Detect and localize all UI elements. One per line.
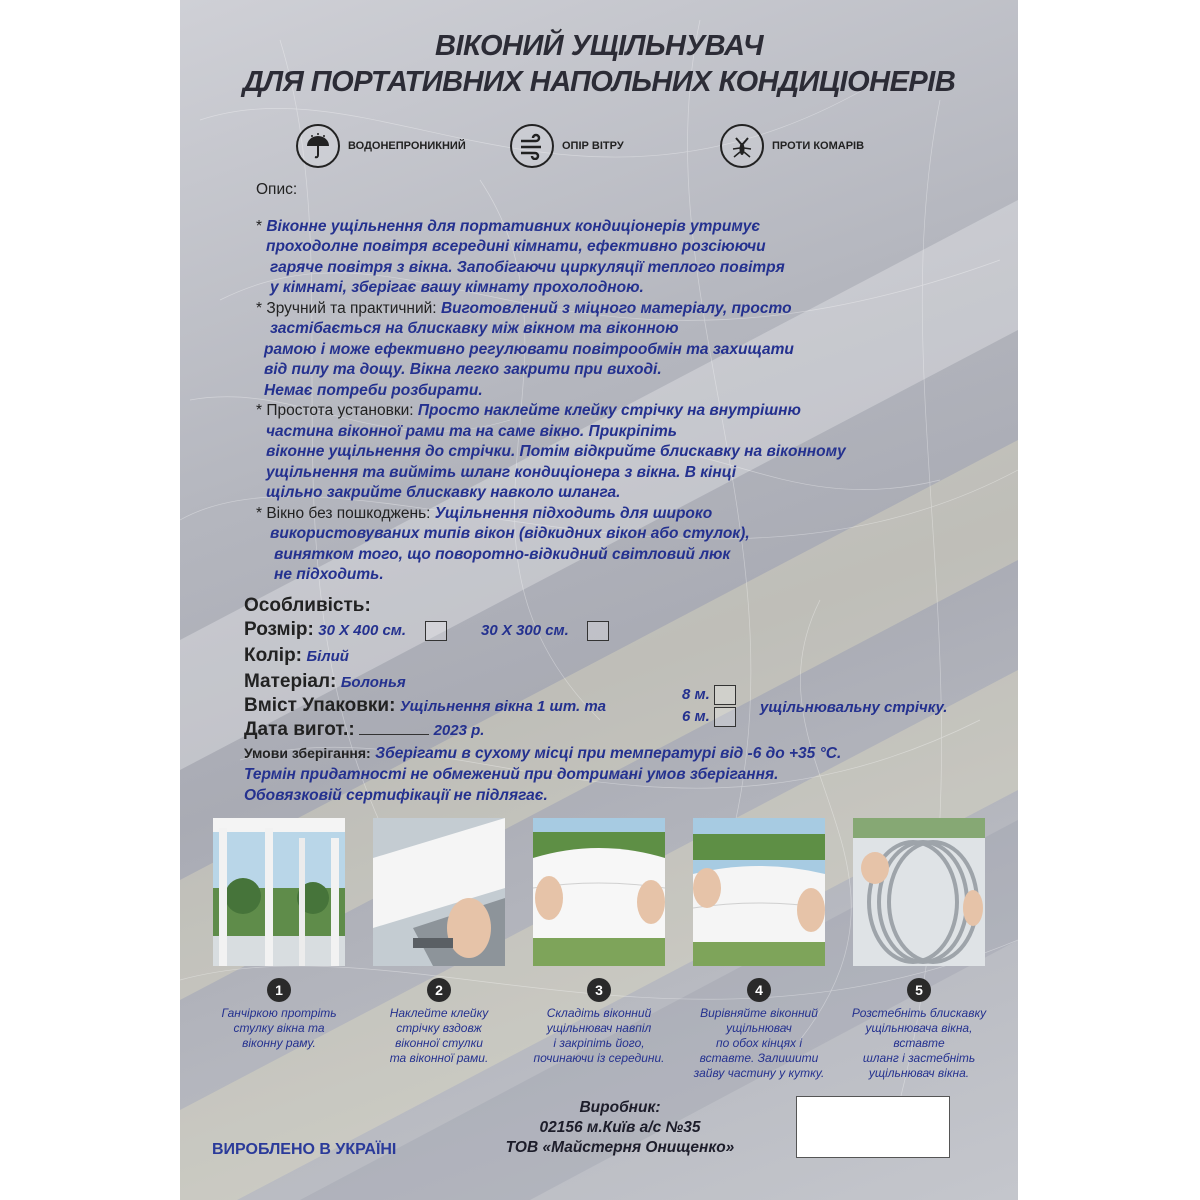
description-heading: Опис: xyxy=(256,181,298,198)
tape-option-6m: 6 м. xyxy=(682,708,710,726)
feature-mosquito-label: ПРОТИ КОМАРІВ xyxy=(772,140,865,152)
spec-storage-line-1: Зберігати в сухому місці при температурі від -6 до +35 °С. xyxy=(375,745,842,762)
spec-storage-line-3: Обовязковій сертифікації не підлягає. xyxy=(244,787,548,804)
spec-date-row xyxy=(244,719,484,741)
title-line-2: ДЛЯ ПОРТАТИВНИХ НАПОЛЬНИХ КОНДИЦІОНЕРІВ xyxy=(242,66,956,98)
mosquito-icon xyxy=(720,124,764,168)
desc-p2-line: застібається на блискавку між вікном та віконною xyxy=(270,320,679,337)
spec-size-label: Розмір: xyxy=(244,619,314,640)
step-3 xyxy=(520,818,678,1066)
desc-p2-line: рамою і може ефективно регулювати повітрообмін та захищати xyxy=(264,340,794,358)
spec-date-value: 2023 р. xyxy=(433,722,485,739)
desc-paragraph-3: * Простота установки: Просто наклейте клейку стрічку на внутрішню xyxy=(256,402,801,419)
spec-storage-line-2: Термін придатності не обмежений при дотримані умов зберігання. xyxy=(244,766,779,783)
barcode-label-box xyxy=(796,1096,950,1158)
spec-storage-row xyxy=(244,745,841,763)
step-1-caption: Ганчіркою протріть стулку вікна та віконну раму. xyxy=(221,1006,337,1050)
feature-waterproof xyxy=(296,124,466,168)
step-4-photo xyxy=(693,818,825,966)
desc-p3-line: частина віконної рами та на саме вікно. Прикріпіть xyxy=(266,422,678,440)
desc-p4-label: Вікно без пошкоджень: xyxy=(266,504,431,522)
feature-wind-label: ОПІР ВІТРУ xyxy=(562,140,624,152)
step-1-photo xyxy=(213,818,345,966)
desc-p4-line: винятком того, що поворотно-відкидний світловий люк xyxy=(274,545,731,563)
step-2 xyxy=(360,818,518,1066)
installation-steps xyxy=(200,818,1000,1088)
feature-mosquito xyxy=(720,124,864,168)
spec-color-value: Білий xyxy=(306,648,349,665)
manufacturer-block xyxy=(460,1098,780,1158)
manufacturer-heading: Виробник: xyxy=(579,1099,661,1116)
step-4-caption: Вирівняйте віконний ущільнювач по обох кінцях і вставте. Залишити зайву частину у кутку. xyxy=(693,1006,825,1080)
step-5 xyxy=(840,818,998,1081)
desc-paragraph-4: * Вікно без пошкоджень: Ущільнення підходить для широко xyxy=(256,504,713,522)
desc-paragraph-2: * Зручний та практичний: Виготовлений з міцного матеріалу, просто xyxy=(256,299,792,317)
desc-p4-line: Ущільнення підходить для широко xyxy=(434,504,713,522)
desc-p2-label: Зручний та практичний: xyxy=(266,299,437,317)
wind-icon xyxy=(510,124,554,168)
desc-p2-line: Виготовлений з міцного матеріалу, просто xyxy=(440,299,792,317)
step-4-number: 4 xyxy=(747,978,771,1002)
desc-p4-line: не підходить. xyxy=(274,566,384,583)
step-2-photo xyxy=(373,818,505,966)
step-5-photo xyxy=(853,818,985,966)
description-block xyxy=(256,180,976,586)
desc-p3-line: Просто наклейте клейку стрічку на внутрішню xyxy=(417,402,801,419)
size-option-2-checkbox[interactable] xyxy=(587,621,609,641)
desc-p3-line: щільно закрийте блискавку навколо шланга. xyxy=(266,484,621,501)
spec-date-label: Дата вигот.: xyxy=(244,719,355,740)
spec-color-label: Колір: xyxy=(244,645,303,666)
desc-p2-line: від пилу та дощу. Вікна легко закрити при виході. xyxy=(264,361,662,378)
spec-material-value: Болонья xyxy=(340,674,406,691)
umbrella-icon xyxy=(296,124,340,168)
tape-6m-checkbox[interactable] xyxy=(714,707,736,727)
spec-package-tail: ущільнювальну стрічку. xyxy=(760,699,948,716)
date-underline xyxy=(359,734,429,735)
step-3-number: 3 xyxy=(587,978,611,1002)
specs-heading: Особливість: xyxy=(244,595,371,616)
spec-package-label: Вміст Упаковки: xyxy=(244,695,396,716)
product-label-sheet xyxy=(180,0,1018,1200)
spec-material-label: Матеріал: xyxy=(244,671,337,692)
spec-size-row xyxy=(244,619,609,641)
desc-p3-line: віконне ущільнення до стрічки. Потім відкрийте блискавку на віконному xyxy=(266,443,846,460)
step-2-caption: Наклейте клейку стрічку вздовж віконної стулки та віконної рами. xyxy=(389,1006,489,1065)
step-5-caption: Розстебніть блискавку ущільнювача вікна, вставте шланг і застебніть ущільнювач вікна. xyxy=(851,1006,987,1080)
step-1 xyxy=(200,818,358,1051)
manufacturer-address: 02156 м.Київ а/с №35 xyxy=(539,1119,701,1136)
size-option-1-checkbox[interactable] xyxy=(425,621,447,641)
step-3-caption: Складіть віконний ущільнювач навпіл і закріпіть його, починаючи із середини. xyxy=(533,1006,665,1065)
desc-p3-label: Простота установки: xyxy=(266,402,414,419)
desc-p4-line: використовуваних типів вікон (відкидних вікон або стулок), xyxy=(270,525,750,542)
step-2-number: 2 xyxy=(427,978,451,1002)
spec-size-option-2: 30 X 300 см. xyxy=(480,622,569,639)
step-1-number: 1 xyxy=(267,978,291,1002)
tape-length-options xyxy=(682,685,736,729)
desc-p1-line: проходолне повітря всередині кімнати, ефективно розсіюючи xyxy=(266,238,766,255)
spec-storage-label: Умови зберігання: xyxy=(244,745,371,761)
made-in-ukraine: ВИРОБЛЕНО В УКРАЇНІ xyxy=(212,1141,397,1158)
manufacturer-company: ТОВ «Майстерня Онищенко» xyxy=(505,1139,735,1156)
desc-p1-line: гаряче повітря з вікна. Запобігаючи циркуляції теплого повітря xyxy=(270,258,785,276)
desc-p2-line: Немає потреби розбирати. xyxy=(264,381,483,399)
step-4 xyxy=(680,818,838,1081)
spec-package-value: Ущільнення вікна 1 шт. та xyxy=(399,698,606,715)
feature-waterproof-label: ВОДОНЕПРОНИКНИЙ xyxy=(348,140,466,152)
tape-option-8m: 8 м. xyxy=(682,686,710,704)
desc-p3-line: ущільнення та вийміть шланг кондиціонера з вікна. В кінці xyxy=(266,463,737,481)
spec-color-row xyxy=(244,645,349,667)
desc-p1-line: Віконне ущільнення для портативних кондиціонерів утримує xyxy=(266,217,761,235)
step-5-number: 5 xyxy=(907,978,931,1002)
spec-package-row xyxy=(244,695,606,717)
spec-size-option-1: 30 X 400 см. xyxy=(318,622,407,639)
feature-wind xyxy=(510,124,624,168)
desc-p1-line: у кімнаті, зберігає вашу кімнату прохолодною. xyxy=(270,279,644,296)
step-3-photo xyxy=(533,818,665,966)
tape-8m-checkbox[interactable] xyxy=(714,685,736,705)
spec-material-row xyxy=(244,671,406,693)
desc-paragraph-1: * Віконне ущільнення для портативних кондиціонерів утримує xyxy=(256,217,761,235)
title-line-1: ВІКОНИЙ УЩІЛЬНУВАЧ xyxy=(435,30,763,62)
